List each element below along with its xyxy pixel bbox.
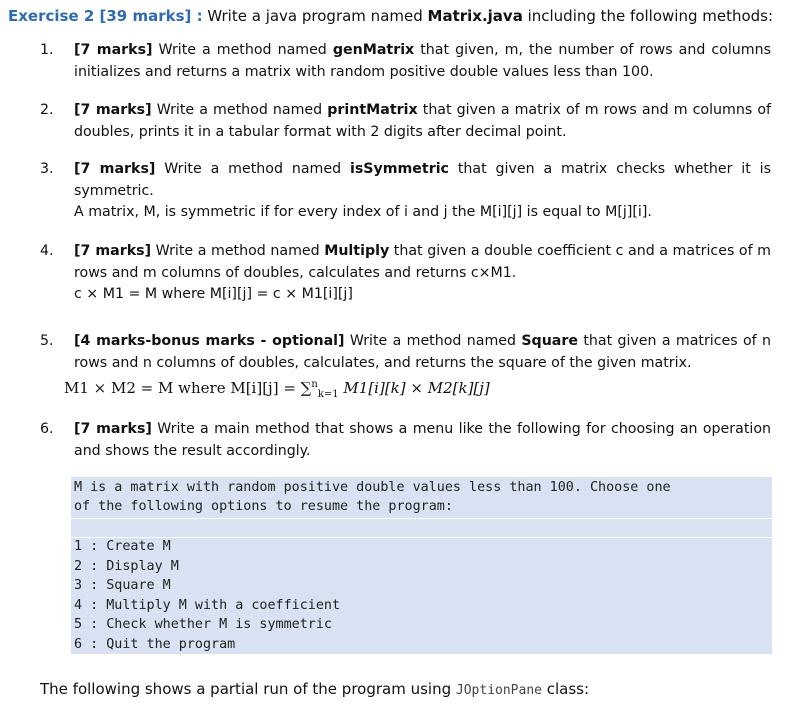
item-number: 6.: [40, 421, 54, 437]
menu-option: 3 : Square M: [74, 578, 171, 593]
item-text: Write a method named: [152, 42, 333, 58]
item-body: [74, 40, 771, 83]
heading-text-before: Write a java program named: [202, 7, 428, 25]
item-body: [74, 419, 771, 462]
heading-text-after: including the following methods:: [522, 7, 774, 25]
item-marks: [7 marks]: [74, 102, 152, 118]
item-text: that given a double coefficient c and a matrices of m rows and m columns of doubles, calculates and returns c×M1.: [74, 243, 772, 281]
menu-option: 2 : Display M: [74, 558, 179, 574]
item-marks: [7 marks]: [74, 421, 152, 437]
item-text: that given a matrices of n rows and n columns of doubles, calculates, and returns the square of the given matrix.: [74, 333, 771, 371]
item-text: that given, m, the number of rows and columns initializes and returns a matrix with random positive double values less than 100.: [74, 42, 771, 80]
item-number: 5.: [40, 333, 54, 349]
item-text: Write a method named: [155, 161, 350, 177]
formula-lower: k=1: [317, 389, 339, 400]
formula-lhs: M1 × M2 = M where M[i][j] =: [64, 379, 301, 397]
formula-rhs: M1[i][k] × M2[k][j]: [343, 379, 490, 397]
item-marks: [7 marks]: [74, 161, 156, 177]
menu-option: 5 : Check whether M is symmetric: [74, 617, 332, 632]
menu-option: 6 : Quit the program: [74, 636, 236, 652]
item-number: 3.: [40, 161, 54, 177]
square-formula: [64, 374, 490, 406]
method-name: Square: [521, 333, 578, 349]
method-name: Multiply: [324, 243, 390, 259]
item-text: Write a method named: [151, 102, 328, 118]
item-marks: [7 marks]: [74, 42, 153, 58]
footer-text: [40, 679, 589, 701]
item-body: [74, 241, 771, 306]
menu-code-block: [71, 477, 772, 654]
item-body: [74, 159, 771, 224]
method-name: printMatrix: [327, 102, 418, 118]
item-number: 1.: [40, 42, 54, 58]
item-marks: [4 marks-bonus marks - optional]: [74, 333, 345, 349]
footer-suffix: class:: [541, 680, 590, 698]
item-text: Write a main method that shows a menu like the following for choosing an operation and shows the result accordingly.: [74, 421, 771, 459]
item-number: 4.: [40, 243, 54, 259]
method-name: genMatrix: [332, 42, 415, 58]
footer-text-main: The following shows a partial run of the program using: [40, 680, 456, 698]
formula-upper: n: [311, 379, 318, 390]
exercise-heading: [8, 6, 798, 26]
divider: [71, 537, 772, 538]
menu-intro-line: M is a matrix with random positive double values less than 100. Choose one: [74, 480, 671, 495]
item-note: c × M1 = M where M[i][j] = c × M1[i][j]: [74, 286, 353, 302]
item-note: A matrix, M, is symmetric if for every index of i and j the M[i][j] is equal to M[j][i].: [74, 204, 652, 220]
item-text: Write a method named: [344, 333, 522, 349]
formula-sigma: ∑: [300, 379, 312, 397]
heading-filename: Matrix.java: [427, 7, 523, 25]
item-body: [74, 100, 771, 143]
footer-code: JOptionPane: [455, 683, 542, 698]
menu-option: 1 : Create M: [74, 539, 171, 554]
item-text: that given a matrix of m rows and m columns of doubles, prints it in a tabular format with 2 digits after decimal point.: [74, 102, 772, 140]
menu-option: 4 : Multiply M with a coefficient: [74, 597, 341, 613]
item-text: Write a method named: [151, 243, 325, 259]
exercise-label: Exercise 2 [39 marks] :: [8, 7, 203, 25]
item-text: that given a matrix checks whether it is symmetric.: [74, 161, 772, 199]
menu-intro-line: of the following options to resume the program:: [74, 499, 453, 514]
divider: [71, 518, 772, 519]
method-name: isSymmetric: [349, 161, 449, 177]
item-body: [74, 331, 771, 374]
item-number: 2.: [40, 102, 54, 118]
item-marks: [7 marks]: [74, 243, 152, 259]
